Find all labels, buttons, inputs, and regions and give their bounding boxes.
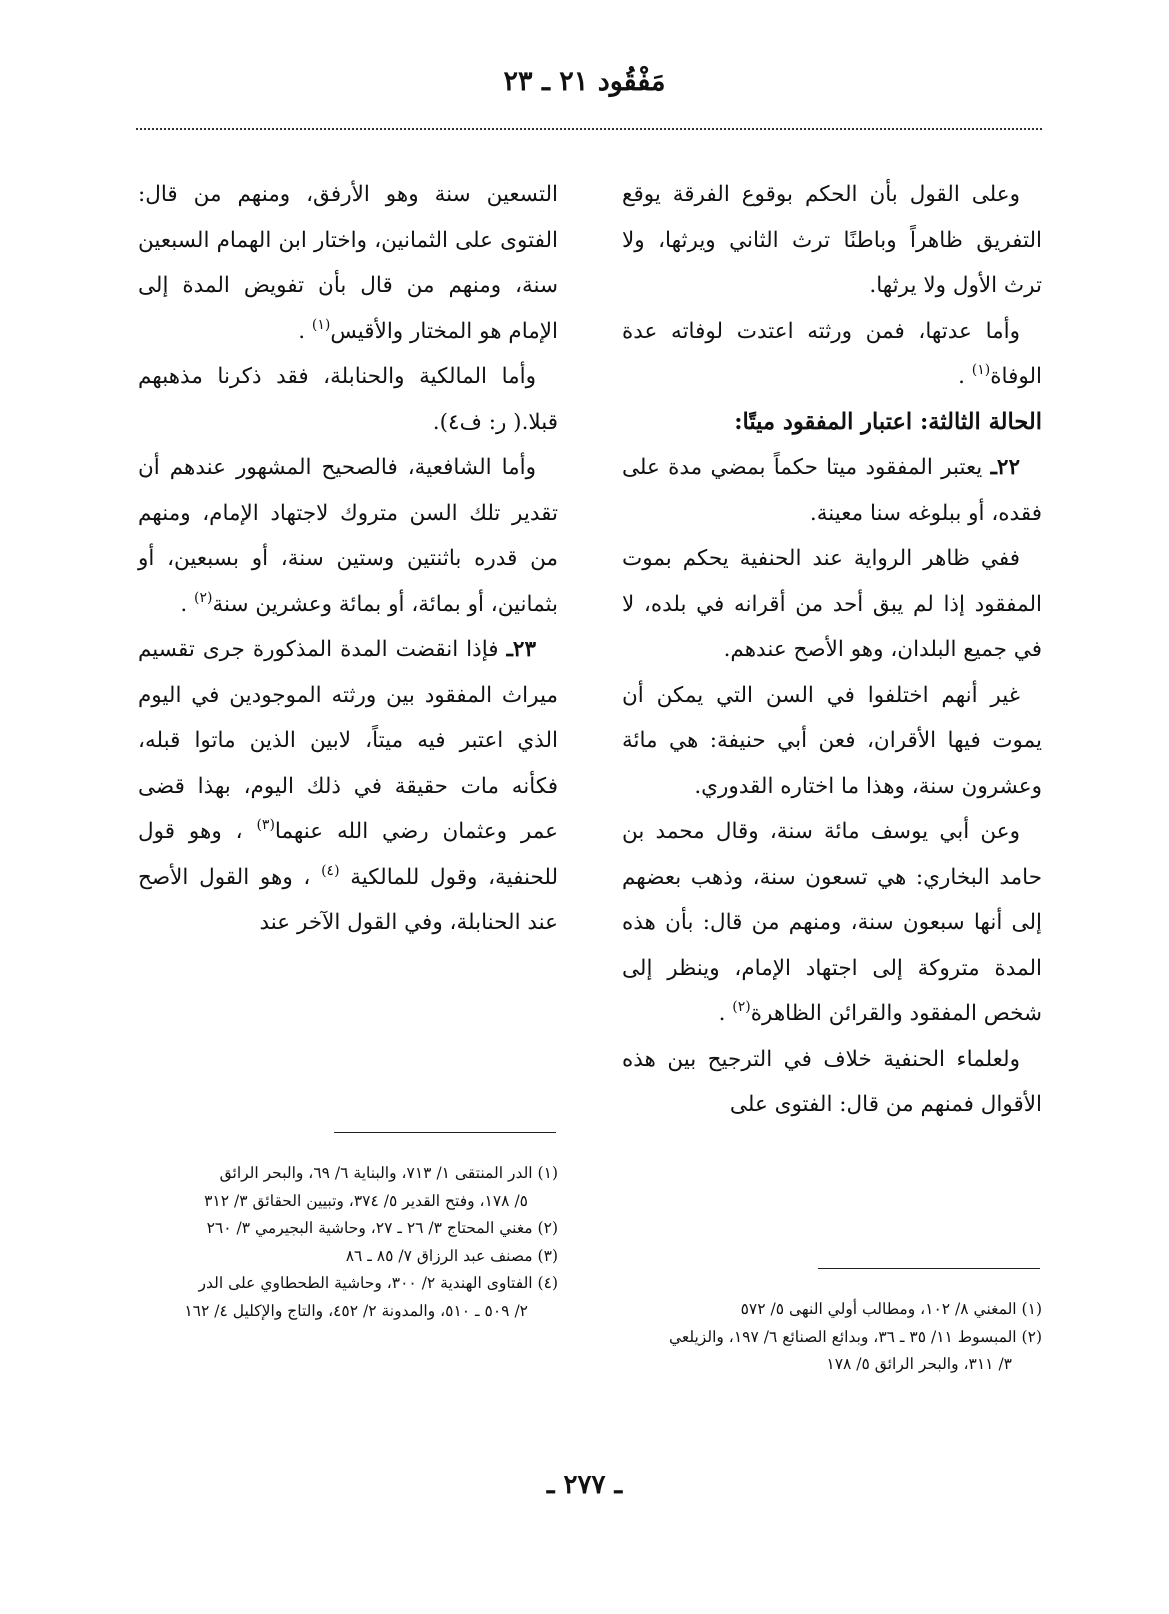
- footnote-ref[interactable]: (١): [971, 362, 991, 378]
- paragraph: وعلى القول بأن الحكم بوقوع الفرقة يوقع التفريق ظاهراً وباطنًا ترث الثاني ويرثها، ولا ترث الأول ولا يرثها.: [622, 182, 1042, 298]
- footnote-ref[interactable]: (١): [311, 316, 331, 333]
- left-column: [138, 172, 558, 946]
- footnotes-right: [622, 1296, 1042, 1379]
- paragraph: وأما الشافعية، فالصحيح المشهور عندهم أن تقدير تلك السن متروك لاجتهاد الإمام، ومنهم من قدره باثنتين وستين سنة، أو بسبعين، أو بثمانين، أو بمائة، أو بمائة وعشرين سنة$^{(٢)}$ .: [138, 455, 558, 617]
- footnote-divider: [334, 1132, 556, 1133]
- footnote-ref[interactable]: (٣): [256, 817, 275, 833]
- paragraph: ولعلماء الحنفية خلاف في الترجيح بين هذه الأقوال فمنهم من قال: الفتوى على: [622, 1046, 1042, 1117]
- footnote-label: (٢): [537, 1219, 558, 1237]
- footnote-ref[interactable]: (٢): [732, 999, 751, 1015]
- footnote-label: (١): [537, 1164, 558, 1182]
- paragraph: ٢٣ـ فإذا انقضت المدة المذكورة جرى تقسيم ميراث المفقود بين ورثته الموجودين في اليوم الذي اعتبر فيه ميتاً، لابين الذين ماتوا قبله، فكأنه مات حقيقة في ذلك اليوم، بهذا قضى عمر وعثمان رضي الله عنهما$^{(٣)}$ ، وهو قول للحنفية، وقول للمالكية $^{(٤)}$ ، وهو القول الأصح عند الحنابلة، وفي القول الآخر عند: [138, 637, 558, 935]
- footnote-continuation: ٣/ ٣١١، والبحر الرائق ٥/ ١٧٨: [826, 1355, 1012, 1373]
- footnote-text: المغني ٨/ ١٠٢، ومطالب أولي النهى ٥/ ٥٧٢: [740, 1300, 1017, 1318]
- footnote-text: المبسوط ١١/ ٣٥ ـ ٣٦، وبدائع الصنائع ٦/ ١٩٧، والزيلعي: [668, 1327, 1017, 1346]
- footnote: [622, 1296, 1042, 1324]
- paragraph: وعن أبي يوسف مائة سنة، وقال محمد بن حامد البخاري: هي تسعون سنة، وذهب بعضهم إلى أنها سبعون سنة، ومنهم من قال: بأن هذه المدة متروكة إلى اجتهاد الإمام، وينظر إلى شخص المفقود والقرائن الظاهرة$^{(٢)}$ .: [622, 819, 1042, 1026]
- section-heading: الحالة الثالثة: اعتبار المفقود ميتًا:: [734, 408, 1042, 435]
- article-number: ٢٢ـ: [990, 455, 1020, 480]
- footnote-label: (١): [1021, 1300, 1042, 1318]
- footnote-label: (٢): [1021, 1327, 1042, 1346]
- footnote: [138, 1160, 558, 1215]
- footnotes-left: [138, 1160, 558, 1325]
- footnote: [622, 1324, 1042, 1379]
- footnote-text: مغني المحتاج ٣/ ٢٦ ـ ٢٧، وحاشية البجيرمي ٣/ ٢٦٠: [206, 1219, 533, 1237]
- footnote-continuation: ٥/ ١٧٨، وفتح القدير ٥/ ٣٧٤، وتبيين الحقائق ٣/ ٣١٢: [204, 1191, 528, 1210]
- footnote-text: الدر المنتقى ١/ ٧١٣، والبناية ٦/ ٦٩، والبحر الرائق: [219, 1164, 533, 1182]
- paragraph: ٢٢ـ يعتبر المفقود ميتا حكماً بمضي مدة على فقده، أو ببلوغه سنا معينة.: [622, 455, 1042, 526]
- footnote-label: (٤): [537, 1274, 558, 1292]
- paragraph: غير أنهم اختلفوا في السن التي يمكن أن يموت فيها الأقران، فعن أبي حنيفة: هي مائة وعشرون سنة، وهذا ما اختاره القدوري.: [622, 682, 1042, 799]
- footnote-continuation: ٢/ ٥٠٩ ـ ٥١٠، والمدونة ٢/ ٤٥٢، والتاج والإكليل ٤/ ١٦٢: [184, 1301, 528, 1320]
- paragraph: وأما المالكية والحنابلة، فقد ذكرنا مذهبهم قبلا.( ر: ف٤).: [138, 364, 558, 435]
- header-title: مَفْقُود ٢١ ـ ٢٣: [503, 66, 666, 97]
- footnote: [138, 1243, 558, 1271]
- footnote-divider: [818, 1268, 1040, 1269]
- header-dotted-rule: [136, 128, 1042, 130]
- footnote-ref[interactable]: (٤): [321, 862, 340, 879]
- footnote: [138, 1215, 558, 1243]
- right-column: [622, 172, 1042, 1128]
- running-header: [0, 66, 1169, 97]
- paragraph: ففي ظاهر الرواية عند الحنفية يحكم بموت المفقود إذا لم يبق أحد من أقرانه في بلده، لا في جميع البلدان، وهو الأصح عندهم.: [622, 546, 1042, 662]
- footnote-label: (٣): [537, 1246, 558, 1265]
- page-number: ـ ٢٧٧ ـ: [546, 1470, 623, 1500]
- footnote-text: مصنف عبد الرزاق ٧/ ٨٥ ـ ٨٦: [345, 1246, 533, 1265]
- footnote: [138, 1270, 558, 1325]
- paragraph: التسعين سنة وهو الأرفق، ومنهم من قال: الفتوى على الثمانين، واختار ابن الهمام السبعين سنة، ومنهم من قال بأن تفويض المدة إلى الإمام هو المختار والأقيس$^{(١)}$ .: [138, 182, 558, 344]
- article-number: ٢٣ـ: [506, 637, 536, 662]
- footnote-text: الفتاوى الهندية ٢/ ٣٠٠، وحاشية الطحطاوي على الدر: [198, 1274, 533, 1292]
- paragraph: وأما عدتها، فمن ورثته اعتدت لوفاته عدة الوفاة$^{(١)}$ .: [622, 318, 1042, 389]
- footnote-ref[interactable]: (٢): [194, 589, 213, 606]
